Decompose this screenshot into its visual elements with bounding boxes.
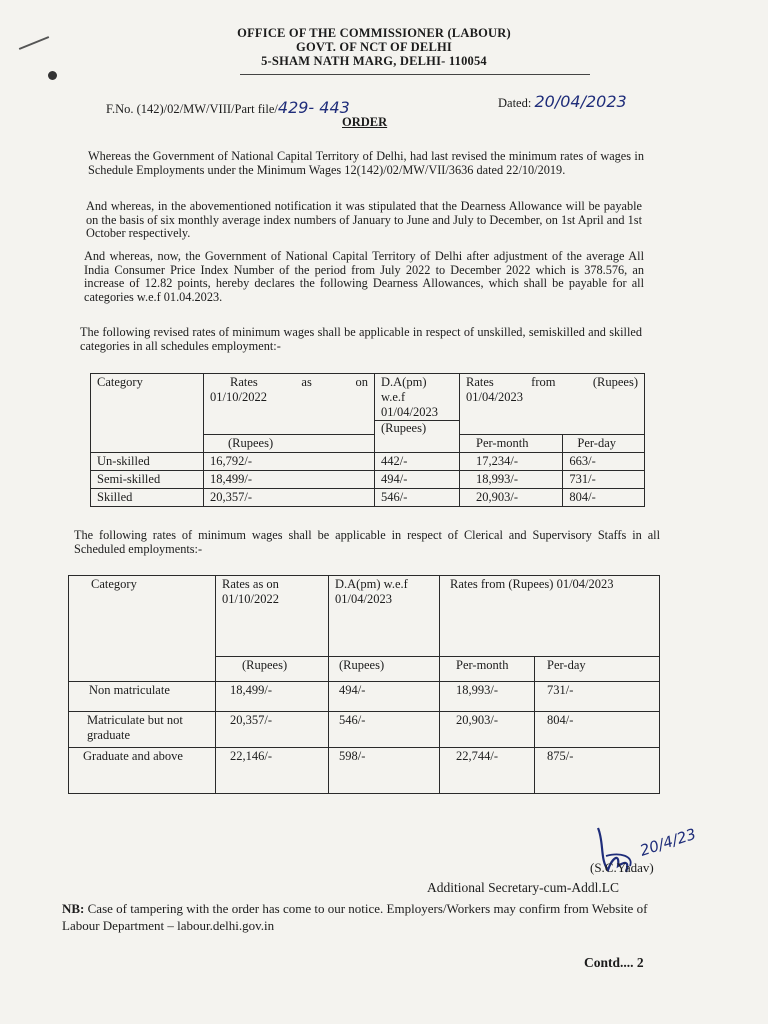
date-label: Dated: bbox=[498, 96, 532, 110]
table-row: Skilled 20,357/- 546/- 20,903/- 804/- bbox=[91, 489, 645, 507]
nb-note bbox=[62, 900, 662, 934]
signature-date: 20/4/23 bbox=[637, 824, 699, 860]
t1-header-from: Rates from (Rupees) 01/04/2023 bbox=[460, 374, 645, 435]
t2-sub-rupees: (Rupees) bbox=[216, 657, 329, 682]
paragraph-4: The following revised rates of minimum wages shall be applicable in respect of unskilled, semiskilled and skilled categories in all schedules employment:- bbox=[80, 325, 642, 353]
t1-sub-month: Per-month bbox=[460, 435, 563, 453]
t1-sub-day: Per-day bbox=[563, 435, 645, 453]
t2-sub-day: Per-day bbox=[535, 657, 660, 682]
continued-marker: Contd.... 2 bbox=[584, 955, 644, 970]
table-row: Un-skilled 16,792/- 442/- 17,234/- 663/- bbox=[91, 453, 645, 471]
t2-sub-month: Per-month bbox=[440, 657, 535, 682]
paragraph-5: The following rates of minimum wages shall be applicable in respect of Clerical and Supervisory Staffs in all Scheduled employments:- bbox=[74, 528, 660, 556]
t1-sub-rupees: (Rupees) bbox=[204, 435, 375, 453]
date-handwritten: 20/04/2023 bbox=[534, 92, 627, 111]
t2-sub-rupees-da: (Rupees) bbox=[329, 657, 440, 682]
govt-name: GOVT. OF NCT OF DELHI bbox=[296, 40, 452, 54]
table-row: Non matriculate 18,499/- 494/- 18,993/- 731/- bbox=[69, 682, 660, 712]
t1-header-category: Category bbox=[91, 374, 204, 453]
punch-hole bbox=[48, 71, 57, 80]
t2-header-da: D.A(pm) w.e.f 01/04/2023 bbox=[329, 576, 440, 657]
t1-header-rates: Rates as on 01/10/2022 bbox=[204, 374, 375, 435]
table-row: Graduate and above 22,146/- 598/- 22,744/- 875/- bbox=[69, 748, 660, 794]
signatory-name: (S.C.Yadav) bbox=[590, 860, 654, 875]
file-number-handwritten: 429- 443 bbox=[277, 98, 350, 117]
office-address: 5-SHAM NATH MARG, DELHI- 110054 bbox=[261, 54, 487, 68]
file-number bbox=[106, 98, 350, 117]
order-title: ORDER bbox=[342, 115, 388, 129]
paragraph-1: Whereas the Government of National Capital Territory of Delhi, had last revised the minimum rates of wages in Schedule Employments under the Minimum Wages 12(142)/02/MW/VII/3636 dated 22/10/2019. bbox=[88, 149, 644, 177]
wage-table-clerical bbox=[68, 575, 660, 794]
paragraph-2: And whereas, in the abovementioned notification it was stipulated that the Dearness Allowance will be payable on the basis of six monthly average index numbers of January to June and July to December, on 1st April and 1st October respectively. bbox=[86, 199, 642, 240]
t2-header-rates: Rates as on 01/10/2022 bbox=[216, 576, 329, 657]
nb-text: Case of tampering with the order has come to our notice. Employers/Workers may confirm from Website of Labour Department – labour.delhi.gov.in bbox=[62, 901, 648, 933]
wage-table-skilled bbox=[90, 373, 645, 507]
nb-label: NB: bbox=[62, 901, 85, 916]
table-row: Semi-skilled 18,499/- 494/- 18,993/- 731/- bbox=[91, 471, 645, 489]
file-number-label: F.No. (142)/02/MW/VIII/Part file/ bbox=[106, 102, 278, 116]
signatory-title: Additional Secretary-cum-Addl.LC bbox=[427, 880, 619, 895]
header-rule bbox=[240, 74, 590, 75]
paragraph-3: And whereas, now, the Government of National Capital Territory of Delhi after adjustment of the average All India Consumer Price Index Number of the period from July 2022 to December 2022 which is 378.576, an increase of 12.82 points, hereby declares the following Dearness Allowances, which shall be payable for all categories w.e.f 01.04.2023. bbox=[84, 249, 644, 304]
office-name: OFFICE OF THE COMMISSIONER (LABOUR) bbox=[237, 26, 511, 40]
t1-header-da: D.A(pm) w.e.f 01/04/2023 (Rupees) bbox=[375, 374, 460, 453]
table-row: Matriculate but not graduate 20,357/- 546/- 20,903/- 804/- bbox=[69, 712, 660, 748]
t2-header-category: Category bbox=[69, 576, 216, 682]
t2-header-from: Rates from (Rupees) 01/04/2023 bbox=[440, 576, 660, 657]
date-line bbox=[498, 92, 627, 111]
